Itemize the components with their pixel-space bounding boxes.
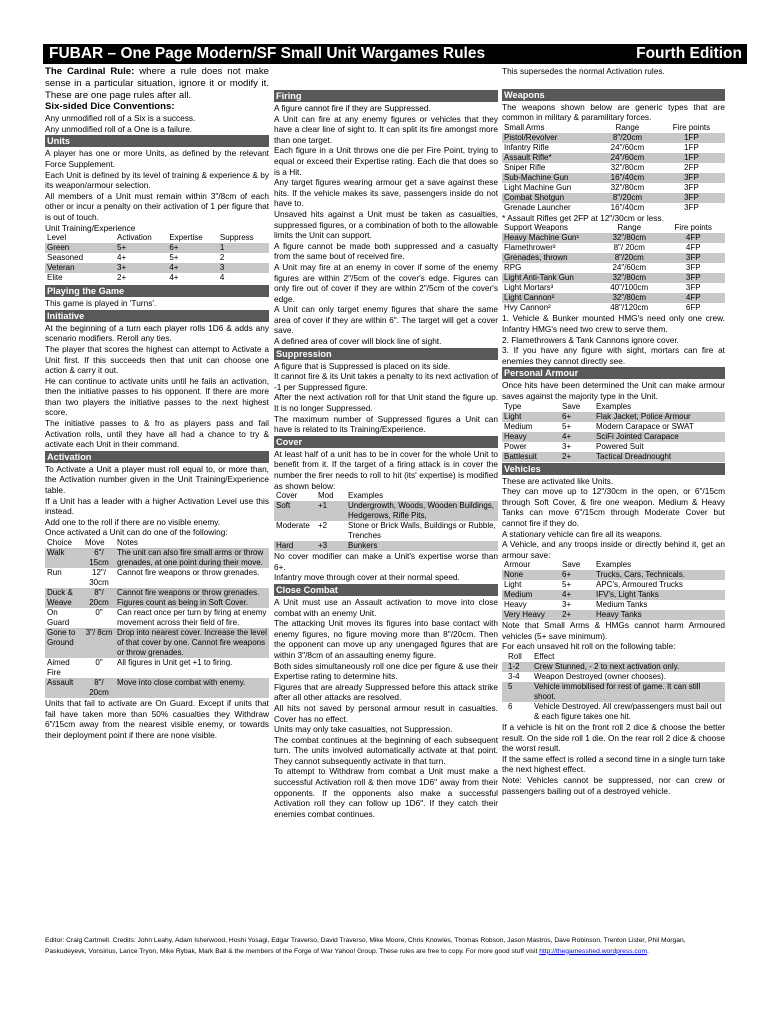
table-row: Sub-Machine Gun 16"/40cm 3FP: [502, 173, 725, 183]
table-row: Hard +3 Bunkers: [274, 541, 498, 551]
page-title: FUBAR – One Page Modern/SF Small Unit Wargames Rules: [49, 45, 486, 62]
firing-para: A defined area of cover will block line of sight.: [274, 336, 442, 347]
activation-para: Add one to the roll if there are no visible enemy.: [45, 516, 221, 527]
weapons-note: 2. Flamethrowers & Tank Cannons ignore cover.: [502, 334, 679, 345]
vehicles-para: They can move up to 12"/30cm in the open, or 6"/15cm through Soft Cover, & fire one weapon. Medium & Heavy Tanks can move 6"/15cm through Moderate Cover but cannot fire if they do.: [502, 486, 725, 528]
personal-armour-table: [502, 402, 725, 462]
cardinal-rule: The Cardinal Rule: where a rule does not make sense in a particular situation, ignore it or modify it. These are one page rules after all.: [45, 66, 269, 101]
firing-para: A Unit may fire at an enemy in cover if some of the enemy figures are within 2"/5cm of the cover's edge. Figures can only fire out of cover if they are within 2"/5cm of the cover's edge.: [274, 261, 498, 304]
table-row: Green 5+ 6+ 1: [45, 243, 269, 253]
vehicles-para: A stationary vehicle can fire all its weapons.: [502, 528, 663, 539]
table-row: Gone to Ground 3"/ 8cm Drop into nearest cover. Increase the level of that cover by one. Cannot fire weapons or throw grenades.: [45, 628, 269, 658]
table-row: Soft +1 Undergrowth, Woods, Wooden Buildings, Hedgerows, Rifle Pits,: [274, 501, 498, 521]
close-combat-para: The combat continues at the beginning of each subsequent turn. The units involved automatically activate at that point. They cannot subsequently activate in that turn.: [274, 734, 498, 766]
firing-para: A figure cannot fire if they are Suppressed.: [274, 103, 431, 113]
table-row: Heavy Machine Gun¹ 32"/80cm 4FP: [502, 233, 725, 243]
table-row: Assault Rifle* 24"/60cm 1FP: [502, 153, 725, 163]
firing-para: A Unit can only target enemy figures that share the same area of cover if they are within 6". The target will get a cover save.: [274, 304, 498, 336]
cover-note: Infantry move through cover at their normal speed.: [274, 572, 460, 583]
table-header: Roll Effect: [508, 652, 555, 662]
table-row: Heavy 4+ SciFi Jointed Carapace: [502, 432, 725, 442]
table-header: Support Weapons Range Fire points: [504, 223, 712, 233]
units-para: A player has one or more Units, as defined by the relevant Force Supplement.: [45, 148, 269, 169]
website-link[interactable]: http://thegamesshed.wordpress.com: [539, 947, 648, 955]
table-row: Run 12"/ 30cm Cannot fire weapons or throw grenades.: [47, 568, 260, 587]
table-row: Grenades, thrown 8"/20cm 3FP: [502, 253, 725, 263]
column-3: [502, 66, 725, 934]
close-combat-para: Units may only take casualties, not Suppression.: [274, 724, 453, 735]
table-row: Combat Shotgun 8"/20cm 3FP: [502, 193, 725, 203]
table-row: None 6+ Trucks, Cars, Technicals.: [502, 570, 725, 580]
table-header: Small Arms Range Fire points: [504, 122, 711, 132]
units-para: All members of a Unit must remain within 3"/8cm of each other or incur a penalty on their activation of 1 per figure that is out of touch.: [45, 190, 269, 222]
table-row: Grenade Launcher 16"/40cm 3FP: [504, 202, 699, 212]
table-row: Power 3+ Powered Suit: [504, 441, 644, 451]
table-row: 5 Vehicle immobilised for rest of game. It can still shoot.: [502, 682, 725, 702]
activation-para: If a Unit has a leader with a higher Activation Level use this instead.: [45, 495, 269, 517]
dice-rule-1: Any unmodified roll of a Six is a success.: [45, 113, 196, 124]
table-row: Light 6+ Flak Jacket, Police Armour: [502, 412, 725, 422]
initiative-para: The player that scores the highest can attempt to Activate a Unit first. If this succeeds then that unit can choose one action & carry it out.: [45, 343, 269, 376]
section-heading-cover: Cover: [274, 436, 498, 448]
playing-text: This game is played in 'Turns'.: [45, 298, 157, 309]
column-2: [274, 66, 498, 934]
close-combat-para: A Unit must use an Assault activation to move into close combat with an enemy Unit.: [274, 596, 498, 618]
table-header: Armour Save Examples: [504, 560, 632, 570]
table-row: Light Machine Gun 32"/80cm 3FP: [504, 182, 699, 192]
vehicles-after: If a vehicle is hit on the front roll 2 dice & choose the better result. On the side roll 1 die. On the rear roll 2 dice & choose the worst result.: [502, 722, 725, 754]
support-weapons-table: [502, 223, 725, 313]
close-combat-para: To attempt to Withdraw from combat a Unit must make a successful Activation roll & then move 1D6" away from their opponents. If the opponents also make a successful Activation roll they can follow up 1D6". If they catch their enemies combat continues.: [274, 766, 498, 819]
weapons-note: 1. Vehicle & Bunker mounted HMG's need only one crew. Infantry HMG's need two crew to serve them.: [502, 313, 725, 334]
table-row: Light Cannon² 32"/80cm 4FP: [502, 293, 725, 303]
weapons-note: 3. If you have any figure with sight, mortars can fire at enemies they cannot directly see.: [502, 345, 725, 366]
section-heading-close-combat: Close Combat: [274, 584, 498, 596]
close-combat-para: All hits not saved by personal armour result in casualties. Cover has no effect.: [274, 702, 498, 724]
table-row: Hvy Cannon² 48"/120cm 6FP: [504, 303, 701, 313]
table-header: Type Save Examples: [504, 401, 632, 411]
section-heading-suppression: Suppression: [274, 348, 498, 360]
vehicles-after: Note: Vehicles cannot be suppressed, nor can crew or passengers bailing out of a destroyed vehicle.: [502, 775, 725, 796]
table-header: Level Activation Expertise Suppress: [47, 233, 254, 243]
assault-rifle-note: * Assault Rifles get 2FP at 12"/30cm or less.: [502, 212, 664, 223]
supersedes-note: This supersedes the normal Activation rules.: [502, 66, 665, 76]
initiative-para: At the beginning of a turn each player rolls 1D6 & adds any scenario modifiers. Reroll any ties.: [45, 322, 269, 344]
table-row: Assault 8"/ 20cm Move into close combat with enemy.: [45, 678, 269, 698]
title-banner: [43, 44, 747, 64]
table-row: Heavy 3+ Medium Tanks: [504, 600, 648, 610]
close-combat-para: Figures that are already Suppressed before this attack strike after all other attacks are resolved.: [274, 681, 498, 703]
activation-failure-text: Units that fail to activate are On Guard. Except if units that fail have taken more than 50% casualties they Withdraw 6"/15cm away from the nearest visible enemy, or towards their deployment point if there are none visible.: [45, 698, 269, 740]
table-row: Very Heavy 2+ Heavy Tanks: [502, 610, 725, 620]
table-row: Elite 2+ 4+ 4: [47, 273, 225, 283]
vehicles-para: A Vehicle, and any troops inside or directly behind it, get an armour save:: [502, 539, 725, 560]
table-row: Light 5+ APC's, Armoured Trucks: [504, 580, 683, 590]
table-row: Pistol/Revolver 8"/20cm 1FP: [502, 133, 725, 143]
vehicle-armour-table: [502, 560, 725, 620]
vehicles-para: These are activated like Units.: [502, 475, 614, 486]
table-row: 3-4 Weapon Destroyed (owner chooses).: [508, 672, 666, 682]
hit-table-intro: For each unsaved hit roll on the following table:: [502, 641, 676, 652]
cover-intro: At least half of a unit has to be in cover for the whole Unit to benefit from it. If the target of a firing attack is in cover the number the firer needs to roll to hit (its' expertise) is modified as shown below:: [274, 448, 498, 491]
table-row: RPG 24"/60cm 3FP: [504, 263, 701, 273]
armour-intro: Once hits have been determined the Unit can make armour saves against the majority type in the Unit.: [502, 380, 725, 401]
table-header: Cover Mod Examples: [276, 491, 384, 501]
section-heading-playing: Playing the Game: [45, 285, 269, 297]
table-row: Battlesuit 2+ Tactical Dreadnought: [502, 452, 725, 462]
table-row: Light Mortars³ 40"/100cm 3FP: [504, 283, 701, 293]
section-heading-initiative: Initiative: [45, 310, 269, 322]
weapons-intro: The weapons shown below are generic types that are common in military & paramilitary forces.: [502, 101, 725, 123]
close-combat-para: The attacking Unit moves its figures into base contact with enemy figures, no figure moving more than 8"/20cm. Then the opponent can move up any unengaged figures that are within 3"/8cm of an assaulting enemy figure.: [274, 618, 498, 660]
table-row: 6 Vehicle Destroyed. All crew/passengers must bail out & each figure takes one hit.: [508, 702, 722, 722]
firing-para: Unsaved hits against a Unit must be taken as casualties, suppressed figures, or a combination of both to the allowable limits the Unit can support.: [274, 208, 498, 241]
table-row: Medium 4+ IFV's, Light Tanks: [502, 590, 725, 600]
firing-para: A figure cannot be made both suppressed and a casualty from the same bout of received fire.: [274, 240, 498, 262]
firing-para: A Unit can fire at any enemy figures or vehicles that they have a clear line of sight to. It can split its fire amongst more than one target.: [274, 113, 498, 145]
credits-footer: Editor: Craig Cartmell. Credits: John Leahy, Adam Isherwood, Hoshi Yosagi, Edgar Traverso, David Traverso, Mike Moore, Chris Knowles, Thomas Robson, Jason Mastros, Dave Robinson, Trenton Lister, Phil Morgan, Paskudeyevk, Vonsirius, Lance Tryon, Mike Rybak, Mark Ball & the members of the Forge of War Yahoo! Group. These rules are free to copy. For more good stuff visit http://thegamesshed.wordpress.com.: [45, 937, 686, 955]
table-row: 1-2 Crew Stunned, - 2 to next activation only.: [502, 662, 725, 672]
table-row: Walk 6"/ 15cm The unit can also fire small arms or throw grenades, at one point during their move.: [45, 548, 269, 568]
vehicles-after: If the same effect is rolled a second time in a single turn take the next highest effect.: [502, 753, 725, 775]
training-table: [45, 233, 269, 283]
table-header: Choice Move Notes: [47, 538, 138, 547]
suppression-para: The maximum number of Suppressed figures a Unit can have is related to its Training/Experience.: [274, 413, 498, 435]
table-row: On Guard 0" Can react once per turn by firing at enemy movement across their field of fire.: [47, 608, 267, 627]
section-heading-firing: Firing: [274, 90, 498, 102]
section-heading-activation: Activation: [45, 451, 269, 463]
suppression-para: A figure that is Suppressed is placed on its side.: [274, 360, 451, 371]
activation-para: To Activate a Unit a player must roll equal to, or more than, the Activation number given in the Unit Training/Experience table.: [45, 463, 269, 496]
table-row: Sniper Rifle 32"/80cm 2FP: [504, 162, 699, 172]
units-para: Each Unit is defined by its level of training & experience & by its weapon/armour selection.: [45, 169, 269, 191]
close-combat-para: Both sides simultaneously roll one dice per figure & use their Expertise rating to determine hits.: [274, 660, 498, 682]
suppression-para: It cannot fire & its Unit takes a penalty to its next activation of -1 per Suppressed figure.: [274, 371, 498, 392]
table-row: Duck & Weave 8"/ 20cm Cannot fire weapons or throw grenades. Figures count as being in Soft Cover.: [45, 588, 269, 608]
section-heading-personal-armour: Personal Armour: [502, 367, 725, 379]
firing-para: Any target figures wearing armour get a save against these hits. If the vehicle makes its save, passengers inside do not have to.: [274, 177, 498, 209]
table-row: Seasoned 4+ 5+ 2: [47, 253, 225, 263]
table-row: Aimed Fire 0" All figures in Unit get +1 to firing.: [47, 658, 233, 677]
training-table-title: Unit Training/Experience: [45, 222, 136, 233]
initiative-para: The initiative passes to & fro as players pass and fail Activation rolls, until they have all had a chance to try & activate each Unit in their command.: [45, 418, 269, 450]
dice-rule-2: Any unmodified roll of a One is a failure.: [45, 123, 193, 134]
section-heading-weapons: Weapons: [502, 89, 725, 101]
credits-text: Editor: Craig Cartmell. Credits: John Leahy, Adam Isherwood, Hoshi Yosagi, Edgar Traverso, David Traverso, Mike Moore, Chris Knowles, Thomas Robson, Jason Mastros, Dave Robinson, Trenton Lister, Phil Morgan, Paskudeyevk, Vonsirius, Lance Tryon, Mike Rybak, Mark Ball & the members of the Forge of War Yahoo! Group. These rules are free to copy. For more good stuff visit: [45, 937, 686, 955]
table-row: Flamethrower² 8"/ 20cm 4FP: [504, 243, 701, 253]
edition-label: Fourth Edition: [636, 45, 742, 62]
small-arms-table: [502, 123, 725, 213]
column-1: [45, 66, 269, 932]
vehicles-note: Note that Small Arms & HMGs cannot harm Armoured vehicles (5+ save minimum).: [502, 620, 725, 641]
table-row: Infantry Rifle 24"/60cm 1FP: [504, 142, 699, 152]
cover-note: No cover modifier can make a Unit's expertise worse than 6+.: [274, 551, 498, 572]
firing-para: Each figure in a Unit throws one die per Fire Point, trying to equal or exceed their Expertise rating. Each die that does so is a Hit.: [274, 145, 498, 177]
table-row: Veteran 3+ 4+ 3: [45, 263, 269, 273]
activation-options-intro: Once activated a Unit can do one of the following:: [45, 527, 228, 538]
cover-table: [274, 491, 498, 551]
section-heading-units: Units: [45, 135, 269, 147]
table-row: Light Anti-Tank Gun 32"/80cm 3FP: [502, 273, 725, 283]
table-row: Moderate +2 Stone or Brick Walls, Buildings or Rubble, Trenches: [276, 521, 496, 541]
initiative-para: He can continue to activate units until he fails an activation, then the initiative passes to his opponent. If there are more than two players the initiative passes to the next highest score.: [45, 375, 269, 418]
dice-conventions-heading: Six-sided Dice Conventions:: [45, 101, 175, 113]
suppression-para: After the next activation roll for that Unit stand the figure up. It is no longer Suppressed.: [274, 392, 498, 414]
vehicle-hit-table: [502, 652, 725, 722]
table-row: Medium 5+ Modern Carapace or SWAT: [504, 421, 694, 431]
section-heading-vehicles: Vehicles: [502, 463, 725, 475]
activation-table: [45, 538, 269, 698]
